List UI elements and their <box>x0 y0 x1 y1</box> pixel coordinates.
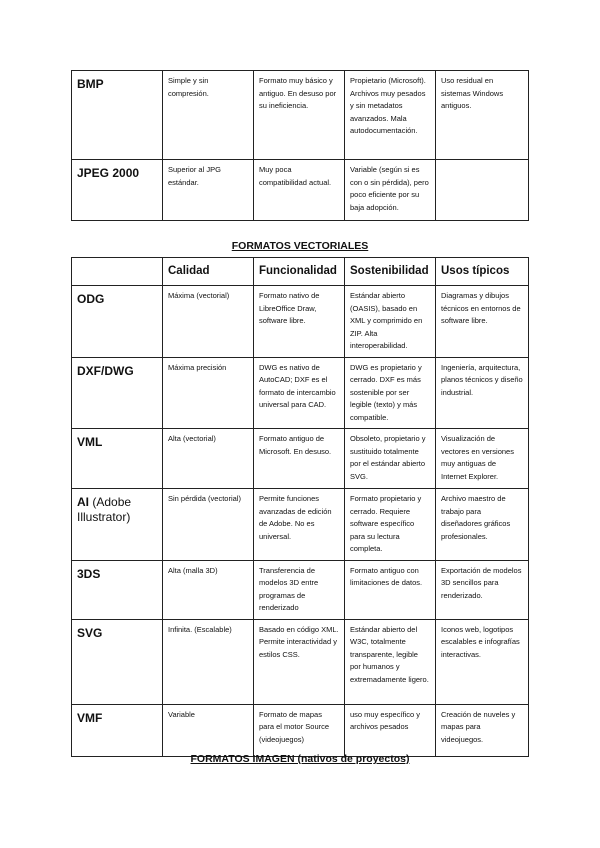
table-cell: Transferencia de modelos 3D entre programas de renderizado <box>254 560 345 619</box>
format-name: 3DS <box>77 566 101 581</box>
table-header-row <box>72 258 529 286</box>
format-name: JPEG 2000 <box>77 166 140 180</box>
format-name-cell <box>72 560 163 619</box>
format-name-cell <box>72 357 163 429</box>
table-row <box>72 429 529 489</box>
table-cell: Formato muy básico y antiguo. En desuso por su ineficiencia. <box>254 71 345 160</box>
table-cell: Obsoleto, propietario y sustituido totalmente por el estándar abierto SVG. <box>345 429 436 489</box>
raster-formats-table-continued <box>71 70 529 221</box>
table-cell: Alta (vectorial) <box>163 429 254 489</box>
table-cell: Exportación de modelos 3D sencillos para renderizado. <box>436 560 529 619</box>
format-name-cell <box>72 704 163 756</box>
table-row <box>72 619 529 704</box>
table-cell: Simple y sin compresión. <box>163 71 254 160</box>
table-cell: Sin pérdida (vectorial) <box>163 489 254 561</box>
format-name: SVG <box>77 625 103 640</box>
table-cell: Formato nativo de LibreOffice Draw, software libre. <box>254 286 345 358</box>
table-cell: Máxima precisión <box>163 357 254 429</box>
table-cell: Basado en código XML. Permite interactividad y estilos CSS. <box>254 619 345 704</box>
table-row <box>72 489 529 561</box>
table-cell: Visualización de vectores en versiones muy antiguas de Internet Explorer. <box>436 429 529 489</box>
header-cell-funcionalidad: Funcionalidad <box>254 258 345 286</box>
table-cell: uso muy específico y archivos pesados <box>345 704 436 756</box>
table-cell: Propietario (Microsoft). Archivos muy pesados y sin metadatos avanzados. Mala autodocumentación. <box>345 71 436 160</box>
table-cell: Muy poca compatibilidad actual. <box>254 160 345 221</box>
table-cell: Formato antiguo con limitaciones de datos. <box>345 560 436 619</box>
table-cell: Permite funciones avanzadas de edición de Adobe. No es universal. <box>254 489 345 561</box>
format-name-cell <box>72 429 163 489</box>
vector-formats-table <box>71 257 529 757</box>
format-name-cell <box>72 160 163 221</box>
format-name-suffix: (Adobe Illustrator) <box>77 495 132 524</box>
format-name: VMF <box>77 710 103 725</box>
header-cell-calidad: Calidad <box>163 258 254 286</box>
table-cell: Estándar abierto (OASIS), basado en XML y comprimido en ZIP. Alta interoperabilidad. <box>345 286 436 358</box>
format-name-cell <box>72 619 163 704</box>
table-cell: Formato propietario y cerrado. Requiere software específico para su lectura completa. <box>345 489 436 561</box>
table-cell: Uso residual en sistemas Windows antiguos. <box>436 71 529 160</box>
table-cell: Máxima (vectorial) <box>163 286 254 358</box>
format-name: DXF/DWG <box>77 363 134 378</box>
table-cell: Iconos web, logotipos escalables e infografías interactivas. <box>436 619 529 704</box>
format-name: AI <box>77 495 89 509</box>
format-name-cell <box>72 286 163 358</box>
image-formats-title: FORMATOS IMAGEN (nativos de proyectos) <box>190 753 410 765</box>
table-cell: Formato de mapas para el motor Source (videojuegos) <box>254 704 345 756</box>
table-row <box>72 704 529 756</box>
table-cell: Superior al JPG estándar. <box>163 160 254 221</box>
table-cell: DWG es propietario y cerrado. DXF es más sostenible por ser legible (texto) y más compatible. <box>345 357 436 429</box>
table-cell <box>436 160 529 221</box>
header-cell-usos: Usos típicos <box>436 258 529 286</box>
table-cell: Formato antiguo de Microsoft. En desuso. <box>254 429 345 489</box>
table-cell: Archivo maestro de trabajo para diseñadores gráficos profesionales. <box>436 489 529 561</box>
format-name-cell <box>72 489 163 561</box>
format-name: BMP <box>77 77 104 91</box>
table-cell: DWG es nativo de AutoCAD; DXF es el formato de intercambio universal para CAD. <box>254 357 345 429</box>
table-cell: Creación de nuveles y mapas para videojuegos. <box>436 704 529 756</box>
table-cell: Variable <box>163 704 254 756</box>
table-cell: Estándar abierto del W3C, totalmente transparente, legible por humanos y extremadamente ligero. <box>345 619 436 704</box>
table-cell: Variable (según si es con o sin pérdida), pero poco eficiente por su baja adopción. <box>345 160 436 221</box>
format-name-cell <box>72 71 163 160</box>
header-cell-format <box>72 258 163 286</box>
table-row <box>72 71 529 160</box>
table-cell: Diagramas y dibujos técnicos en entornos de software libre. <box>436 286 529 358</box>
table-row <box>72 560 529 619</box>
table-cell: Ingeniería, arquitectura, planos técnicos y diseño industrial. <box>436 357 529 429</box>
format-name: VML <box>77 435 103 449</box>
vector-formats-title: FORMATOS VECTORIALES <box>231 240 369 252</box>
header-cell-sostenibilidad: Sostenibilidad <box>345 258 436 286</box>
table-cell: Infinita. (Escalable) <box>163 619 254 704</box>
table-row <box>72 357 529 429</box>
table-row <box>72 160 529 221</box>
table-row <box>72 286 529 358</box>
table-cell: Alta (malla 3D) <box>163 560 254 619</box>
format-name: ODG <box>77 292 105 306</box>
